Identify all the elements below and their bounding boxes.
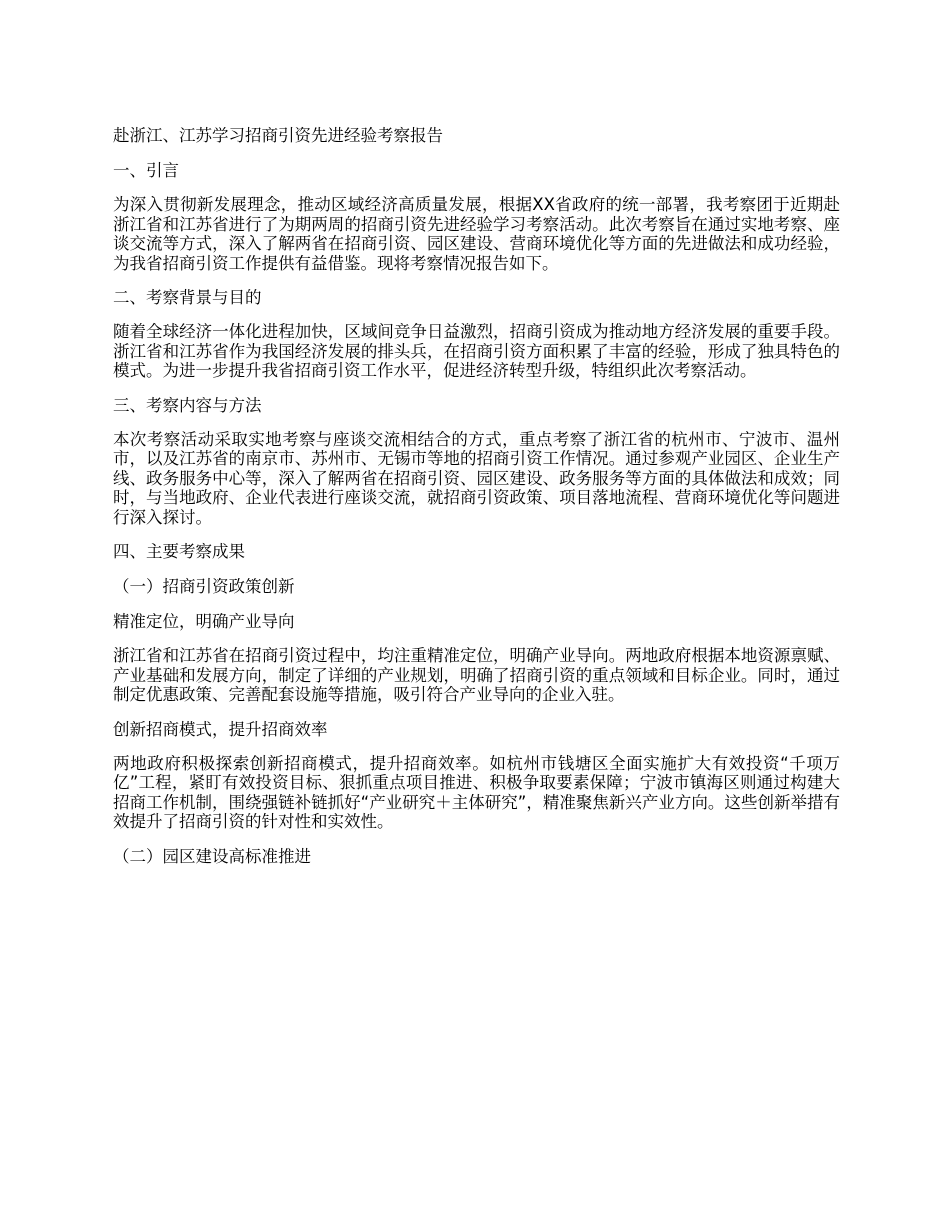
subheading-precise-positioning: 精准定位，明确产业导向 <box>113 612 295 631</box>
document-title: 赴浙江、江苏学习招商引资先进经验考察报告 <box>113 126 443 145</box>
paragraph-background: 随着全球经济一体化进程加快，区域间竞争日益激烈，招商引资成为推动地方经济发展的重要手段。浙江省和江苏省作为我国经济发展的排头兵，在招商引资方面积累了丰富的经验，形成了独具特色的模式。为进一步提升我省招商引资工作水平，促进经济转型升级，特组织此次考察活动。 <box>113 322 840 380</box>
heading-content-method: 三、考察内容与方法 <box>113 395 262 415</box>
paragraph-introduction: 为深入贯彻新发展理念，推动区域经济高质量发展，根据XX省政府的统一部署，我考察团于近期赴浙江省和江苏省进行了为期两周的招商引资先进经验学习考察活动。此次考察旨在通过实地考察、座谈交流等方式，深入了解两省在招商引资、园区建设、营商环境优化等方面的先进做法和成功经验，为我省招商引资工作提供有益借鉴。现将考察情况报告如下。 <box>113 195 840 273</box>
paragraph-innovative-model: 两地政府积极探索创新招商模式，提升招商效率。如杭州市钱塘区全面实施扩大有效投资“千项万亿”工程，紧盯有效投资目标、狠抓重点项目推进、积极争取要素保障；宁波市镇海区则通过构建大招商工作机制，围绕强链补链抓好“产业研究＋主体研究”，精准聚焦新兴产业方向。这些创新举措有效提升了招商引资的针对性和实效性。 <box>113 753 840 831</box>
heading-background: 二、考察背景与目的 <box>113 288 262 307</box>
heading-introduction: 一、引言 <box>113 161 179 180</box>
document-page <box>113 125 840 881</box>
subheading-policy-innovation: （一）招商引资政策创新 <box>113 577 295 596</box>
paragraph-content-method: 本次考察活动采取实地考察与座谈交流相结合的方式，重点考察了浙江省的杭州市、宁波市、温州市，以及江苏省的南京市、苏州市、无锡市等地的招商引资工作情况。通过参观产业园区、企业生产线、政务服务中心等，深入了解两省在招商引资、园区建设、政务服务等方面的具体做法和成效；同时，与当地政府、企业代表进行座谈交流，就招商引资政策、项目落地流程、营商环境优化等问题进行深入探讨。 <box>113 429 840 527</box>
subheading-innovative-model: 创新招商模式，提升招商效率 <box>113 719 328 739</box>
heading-main-results: 四、主要考察成果 <box>113 542 245 561</box>
paragraph-precise-positioning: 浙江省和江苏省在招商引资过程中，均注重精准定位，明确产业导向。两地政府根据本地资源禀赋、产业基础和发展方向，制定了详细的产业规划，明确了招商引资的重点领域和目标企业。同时，通过制定优惠政策、完善配套设施等措施，吸引符合产业导向的企业入驻。 <box>113 646 840 704</box>
subheading-park-construction: （二）园区建设高标准推进 <box>113 846 311 866</box>
